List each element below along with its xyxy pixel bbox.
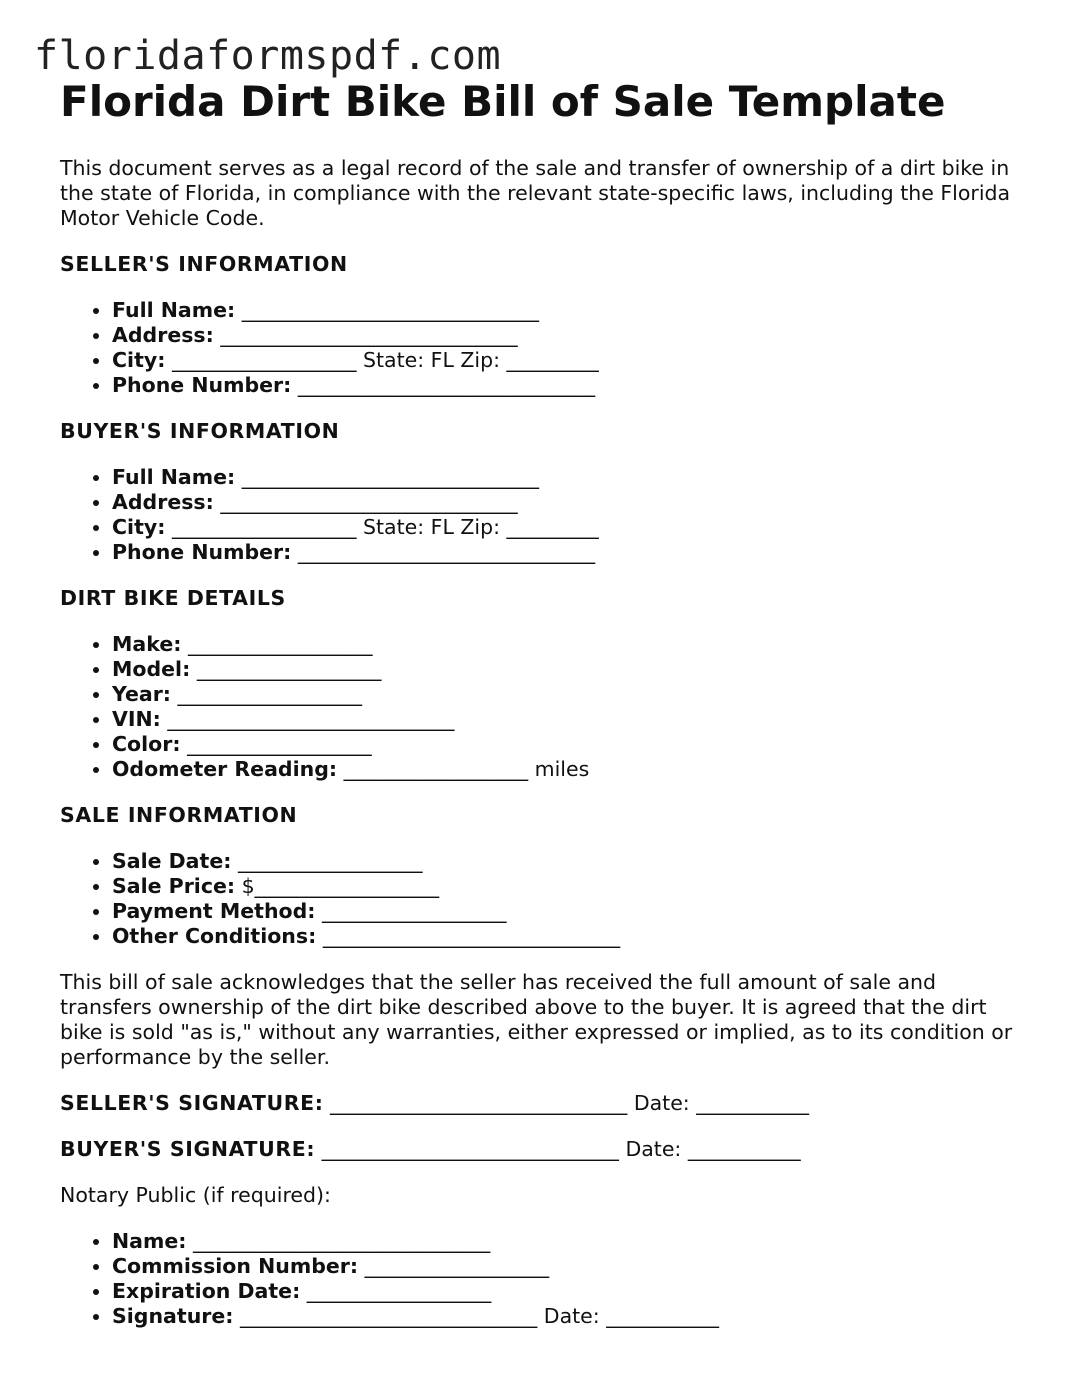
field-label: Sale Date:	[112, 849, 232, 873]
field-blank[interactable]: _____________________________	[291, 373, 596, 397]
field-label: Address:	[112, 323, 214, 347]
field-label: Full Name:	[112, 298, 236, 322]
field-blank[interactable]: _____________________________ Date: ___________	[323, 1091, 809, 1115]
field-label: Name:	[112, 1229, 187, 1253]
field-label: Year:	[112, 682, 172, 706]
field-blank[interactable]: __________________	[300, 1279, 492, 1303]
field-blank[interactable]: _____________________________	[235, 298, 540, 322]
field-blank[interactable]: __________________	[181, 632, 373, 656]
field-blank[interactable]: __________________	[171, 682, 363, 706]
intro-paragraph: This document serves as a legal record of the sale and transfer of ownership of a dirt bike in the state of Florida, in compliance with the relevant state-specific laws, including the Florida Motor Vehicle Code.	[60, 156, 1011, 230]
field-blank[interactable]: _____________________________	[186, 1229, 491, 1253]
payment-method-field[interactable]	[112, 899, 1030, 924]
seller-full-name-field[interactable]	[112, 298, 1030, 323]
notary-expiration-field[interactable]	[112, 1279, 1030, 1304]
sale-price-field[interactable]	[112, 874, 1030, 899]
bike-make-field[interactable]	[112, 632, 1030, 657]
field-label: Signature:	[112, 1304, 234, 1328]
buyer-city-field[interactable]	[112, 515, 1030, 540]
field-blank[interactable]: _____________________________	[213, 490, 518, 514]
field-label: Color:	[112, 732, 181, 756]
field-blank[interactable]: __________________	[190, 657, 382, 681]
field-label: Other Conditions:	[112, 924, 317, 948]
buyer-phone-field[interactable]	[112, 540, 1030, 565]
field-blank[interactable]: ____________________________	[160, 707, 455, 731]
field-blank[interactable]: _____________________________	[235, 465, 540, 489]
seller-section-heading: SELLER'S INFORMATION	[60, 252, 348, 276]
field-blank[interactable]: __________________ miles	[337, 757, 590, 781]
field-blank[interactable]: _____________________________	[213, 323, 518, 347]
notary-heading: Notary Public (if required):	[60, 1183, 331, 1207]
field-label: BUYER'S SIGNATURE:	[60, 1137, 316, 1161]
buyer-signature-line[interactable]	[60, 1137, 1030, 1162]
bike-fields-list	[60, 632, 1030, 782]
field-blank[interactable]: __________________	[358, 1254, 550, 1278]
field-label: Address:	[112, 490, 214, 514]
field-label: Full Name:	[112, 465, 236, 489]
seller-phone-field[interactable]	[112, 373, 1030, 398]
bike-odometer-field[interactable]	[112, 757, 1030, 782]
field-label: Commission Number:	[112, 1254, 359, 1278]
page-title: Florida Dirt Bike Bill of Sale Template	[60, 77, 946, 126]
field-label: Odometer Reading:	[112, 757, 338, 781]
field-label: Expiration Date:	[112, 1279, 301, 1303]
field-label: Make:	[112, 632, 182, 656]
field-blank[interactable]: _____________________________ Date: ___________	[315, 1137, 801, 1161]
field-blank[interactable]: _____________________________	[316, 924, 621, 948]
buyer-section-heading: BUYER'S INFORMATION	[60, 419, 340, 443]
seller-fields-list	[60, 298, 1030, 398]
buyer-full-name-field[interactable]	[112, 465, 1030, 490]
notary-signature-field[interactable]	[112, 1304, 1030, 1329]
field-label: VIN:	[112, 707, 161, 731]
bike-section-heading: DIRT BIKE DETAILS	[60, 586, 286, 610]
notary-commission-field[interactable]	[112, 1254, 1030, 1279]
field-blank[interactable]: __________________ State: FL Zip: _________	[165, 515, 599, 539]
field-label: Phone Number:	[112, 540, 292, 564]
notary-name-field[interactable]	[112, 1229, 1030, 1254]
field-label: Model:	[112, 657, 191, 681]
site-watermark: floridaformspdf.com	[34, 33, 502, 79]
document-body	[60, 156, 1030, 1350]
field-blank[interactable]: _____________________________	[291, 540, 596, 564]
seller-address-field[interactable]	[112, 323, 1030, 348]
other-conditions-field[interactable]	[112, 924, 1030, 949]
field-label: Sale Price:	[112, 874, 236, 898]
field-blank[interactable]: __________________	[231, 849, 423, 873]
bike-vin-field[interactable]	[112, 707, 1030, 732]
closing-paragraph: This bill of sale acknowledges that the seller has received the full amount of sale and transfers ownership of the dirt bike described above to the buyer. It is agreed that the dirt bike is sold "as is," without any warranties, either expressed or implied, as to its condition or performance by the seller.	[60, 970, 1013, 1069]
field-blank[interactable]: __________________	[180, 732, 372, 756]
field-blank[interactable]: __________________	[315, 899, 507, 923]
seller-city-field[interactable]	[112, 348, 1030, 373]
field-label: Phone Number:	[112, 373, 292, 397]
field-blank[interactable]: $__________________	[235, 874, 440, 898]
field-label: City:	[112, 515, 166, 539]
notary-fields-list	[60, 1229, 1030, 1329]
buyer-address-field[interactable]	[112, 490, 1030, 515]
sale-fields-list	[60, 849, 1030, 949]
field-label: Payment Method:	[112, 899, 316, 923]
field-label: SELLER'S SIGNATURE:	[60, 1091, 324, 1115]
bike-year-field[interactable]	[112, 682, 1030, 707]
bike-model-field[interactable]	[112, 657, 1030, 682]
field-blank[interactable]: _____________________________ Date: ___________	[233, 1304, 719, 1328]
bike-color-field[interactable]	[112, 732, 1030, 757]
buyer-fields-list	[60, 465, 1030, 565]
sale-section-heading: SALE INFORMATION	[60, 803, 298, 827]
seller-signature-line[interactable]	[60, 1091, 1030, 1116]
field-label: City:	[112, 348, 166, 372]
sale-date-field[interactable]	[112, 849, 1030, 874]
field-blank[interactable]: __________________ State: FL Zip: _________	[165, 348, 599, 372]
